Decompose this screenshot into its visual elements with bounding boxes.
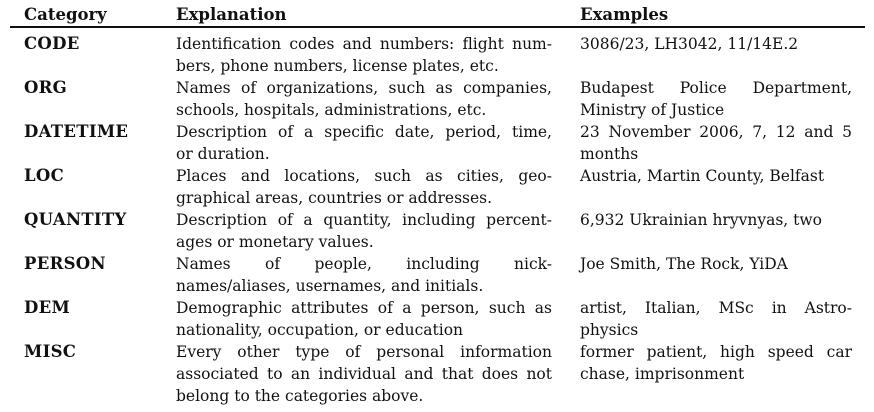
explanation-cell-line: Description of a specific date, period, time, [176,123,552,141]
header-examples: Examples [580,5,669,24]
explanation-cell [176,121,552,165]
explanation-cell-line: names/aliases, usernames, and initials. [176,277,484,295]
explanation-cell-line: ages or monetary values. [176,233,374,251]
examples-cell-line: Budapest Police Department, [580,79,852,97]
examples-cell [580,341,852,385]
explanation-cell-line: graphical areas, countries or addresses. [176,189,493,207]
category-cell: QUANTITY [24,210,127,229]
explanation-cell-line: Names of people, including nick- [176,255,552,273]
examples-cell-line: Ministry of Justice [580,101,725,119]
explanation-cell-line: belong to the categories above. [176,387,424,405]
explanation-cell [176,341,552,407]
explanation-cell-line: Identification codes and numbers: flight num- [176,35,552,53]
header-explanation: Explanation [176,5,287,24]
header-category: Category [24,5,107,24]
explanation-cell [176,253,552,297]
explanation-cell [176,33,552,77]
explanation-cell [176,77,552,121]
explanation-cell-line: Every other type of personal information [176,343,552,361]
explanation-cell-line: Demographic attributes of a person, such as [176,299,552,317]
examples-cell-line: artist, Italian, MSc in Astro- [580,299,852,317]
examples-cell [580,121,852,165]
explanation-cell-line: Places and locations, such as cities, geo- [176,167,552,185]
category-cell: CODE [24,34,80,53]
explanation-cell [176,297,552,341]
examples-cell [580,77,852,121]
examples-cell-line: Austria, Martin County, Belfast [580,167,825,185]
examples-cell [580,209,852,231]
explanation-cell-line: or duration. [176,145,270,163]
header-rule [10,26,865,28]
explanation-cell-line: nationality, occupation, or education [176,321,464,339]
examples-cell-line: 23 November 2006, 7, 12 and 5 [580,123,852,141]
category-cell: DEM [24,298,71,317]
explanation-cell-line: Names of organizations, such as companies, [176,79,552,97]
examples-cell-line: 6,932 Ukrainian hryvnyas, two [580,211,822,229]
explanation-cell-line: Description of a quantity, including percent- [176,211,552,229]
examples-cell [580,297,852,341]
explanation-cell [176,209,552,253]
examples-cell [580,253,852,275]
examples-cell-line: physics [580,321,639,339]
examples-cell [580,33,852,55]
category-cell: PERSON [24,254,106,273]
category-cell: LOC [24,166,65,185]
examples-cell-line: 3086/23, LH3042, 11/14E.2 [580,35,799,53]
category-cell: ORG [24,78,68,97]
explanation-cell-line: associated to an individual and that does not [176,365,552,383]
category-cell: MISC [24,342,77,361]
examples-cell-line: chase, imprisonment [580,365,745,383]
explanation-cell-line: bers, phone numbers, license plates, etc. [176,57,499,75]
explanation-cell [176,165,552,209]
examples-cell-line: Joe Smith, The Rock, YiDA [580,255,788,273]
explanation-cell-line: schools, hospitals, administrations, etc. [176,101,487,119]
examples-cell-line: former patient, high speed car [580,343,852,361]
examples-cell [580,165,852,187]
examples-cell-line: months [580,145,639,163]
category-cell: DATETIME [24,122,129,141]
